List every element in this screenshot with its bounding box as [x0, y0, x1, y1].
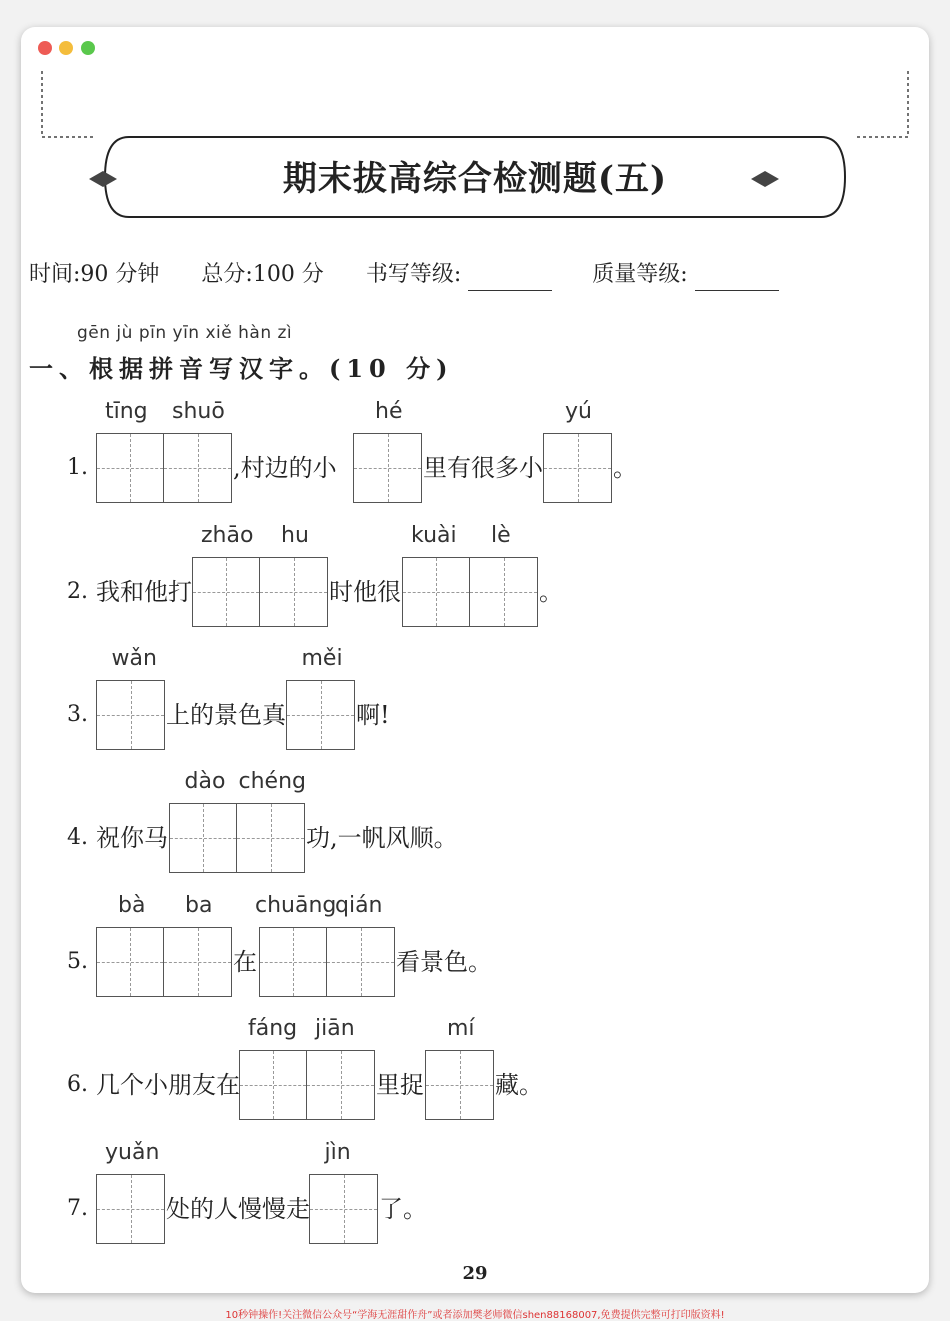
footer-note: 10秒钟操作!关注微信公众号“学海无涯甜作舟”或者添加樊老师微信shen88168007,免费提供完整可打印版资料! [225, 1310, 725, 1321]
pinyin-hint: bà [118, 893, 146, 918]
question-text: 了。 [379, 1195, 427, 1223]
question-text: 祝你马 [96, 824, 168, 852]
answer-grid[interactable] [96, 1174, 165, 1244]
writing-cell[interactable] [240, 1051, 307, 1119]
question-7 [21, 1140, 929, 1244]
answer-grid[interactable] [96, 680, 165, 750]
question-text: 我和他打 [96, 578, 192, 606]
pinyin-hint: hu [281, 523, 309, 548]
answer-grid[interactable] [425, 1050, 494, 1120]
writing-cell[interactable] [310, 1175, 377, 1243]
window-titlebar [21, 27, 929, 71]
pinyin-hint: mí [447, 1016, 475, 1041]
pinyin-hint: yú [565, 399, 592, 424]
pinyin-hint: lè [491, 523, 511, 548]
answer-grid[interactable] [96, 927, 232, 997]
question-number: 4. [67, 825, 88, 850]
question-number: 1. [67, 455, 88, 480]
writing-cell[interactable] [260, 928, 327, 996]
answer-grid[interactable] [169, 803, 305, 873]
answer-grid[interactable] [353, 433, 422, 503]
writing-cell[interactable] [237, 804, 304, 872]
pinyin-hint: jìn [324, 1140, 351, 1165]
question-3 [21, 646, 929, 750]
pinyin-hint: hé [375, 399, 403, 424]
page-title: 期末拔高综合检测题(五) [282, 159, 668, 199]
answer-grid[interactable] [543, 433, 612, 503]
writing-cell[interactable] [544, 434, 611, 502]
exam-info [29, 259, 779, 291]
question-text: ,村边的小 [233, 454, 337, 482]
writing-cell[interactable] [97, 434, 164, 502]
pinyin-hint: qián [335, 893, 383, 918]
question-text: 里有很多小 [423, 454, 543, 482]
answer-grid[interactable] [286, 680, 355, 750]
answer-grid[interactable] [239, 1050, 375, 1120]
pinyin-hint: ba [185, 893, 213, 918]
pinyin-hint: wǎn [111, 646, 157, 671]
writing-grade-blank[interactable] [468, 268, 552, 291]
pinyin-hint: chuāng [255, 893, 337, 918]
writing-cell[interactable] [403, 558, 470, 626]
writing-cell[interactable] [470, 558, 537, 626]
answer-grid[interactable] [309, 1174, 378, 1244]
question-number: 7. [67, 1196, 88, 1221]
question-number: 6. [67, 1072, 88, 1097]
question-text: 藏。 [495, 1071, 543, 1099]
writing-cell[interactable] [97, 681, 164, 749]
question-2 [21, 523, 929, 627]
question-text: 时他很 [329, 578, 401, 606]
question-text: 。 [539, 578, 563, 606]
writing-cell[interactable] [354, 434, 421, 502]
pinyin-hint: yuǎn [105, 1140, 160, 1165]
writing-cell[interactable] [193, 558, 260, 626]
question-1 [21, 399, 929, 503]
question-text: 看景色。 [396, 948, 492, 976]
section-pinyin: gēn jù pīn yīn xiě hàn zì [77, 323, 293, 343]
pinyin-hint: měi [301, 646, 343, 671]
answer-grid[interactable] [96, 433, 232, 503]
question-5 [21, 893, 929, 997]
question-number: 5. [67, 949, 88, 974]
question-text: 上的景色真 [166, 701, 286, 729]
question-text: 啊! [356, 701, 390, 729]
writing-cell[interactable] [97, 928, 164, 996]
question-text: 。 [613, 454, 637, 482]
pinyin-hint: jiān [315, 1016, 355, 1041]
quality-grade-label: 质量等级: [592, 262, 688, 287]
answer-grid[interactable] [402, 557, 538, 627]
question-4 [21, 769, 929, 873]
pinyin-hint: kuài [411, 523, 457, 548]
document-window [21, 27, 929, 1293]
maximize-window-button[interactable] [81, 41, 95, 55]
pinyin-hint: zhāo [201, 523, 254, 548]
question-number: 3. [67, 702, 88, 727]
question-number: 2. [67, 579, 88, 604]
writing-cell[interactable] [260, 558, 327, 626]
pinyin-hint: fáng [248, 1016, 298, 1041]
minimize-window-button[interactable] [59, 41, 73, 55]
close-window-button[interactable] [38, 41, 52, 55]
question-6 [21, 1016, 929, 1120]
pinyin-hint: chéng [238, 769, 306, 794]
total-score: 总分:100 分 [201, 262, 324, 287]
pinyin-hint: dào [184, 769, 226, 794]
writing-cell[interactable] [327, 928, 394, 996]
question-text: 几个小朋友在 [96, 1071, 240, 1099]
writing-cell[interactable] [426, 1051, 493, 1119]
answer-grid[interactable] [259, 927, 395, 997]
question-text: 功,一帆风顺。 [306, 824, 458, 852]
question-text: 在 [233, 948, 257, 976]
quality-grade-blank[interactable] [695, 268, 779, 291]
writing-cell[interactable] [307, 1051, 374, 1119]
pinyin-hint: tīng [105, 399, 148, 424]
question-text: 处的人慢慢走 [166, 1195, 310, 1223]
writing-cell[interactable] [170, 804, 237, 872]
section-title: 一、根据拼音写汉字。(10 分) [29, 354, 454, 383]
writing-cell[interactable] [164, 928, 231, 996]
writing-grade-label: 书写等级: [365, 262, 462, 287]
title-banner [21, 71, 929, 241]
writing-cell[interactable] [164, 434, 231, 502]
question-text: 里捉 [376, 1071, 424, 1099]
writing-cell[interactable] [97, 1175, 164, 1243]
page-number: 29 [462, 1263, 488, 1284]
pinyin-hint: shuō [172, 399, 225, 424]
time-limit: 时间:90 分钟 [29, 262, 160, 287]
answer-grid[interactable] [192, 557, 328, 627]
writing-cell[interactable] [287, 681, 354, 749]
